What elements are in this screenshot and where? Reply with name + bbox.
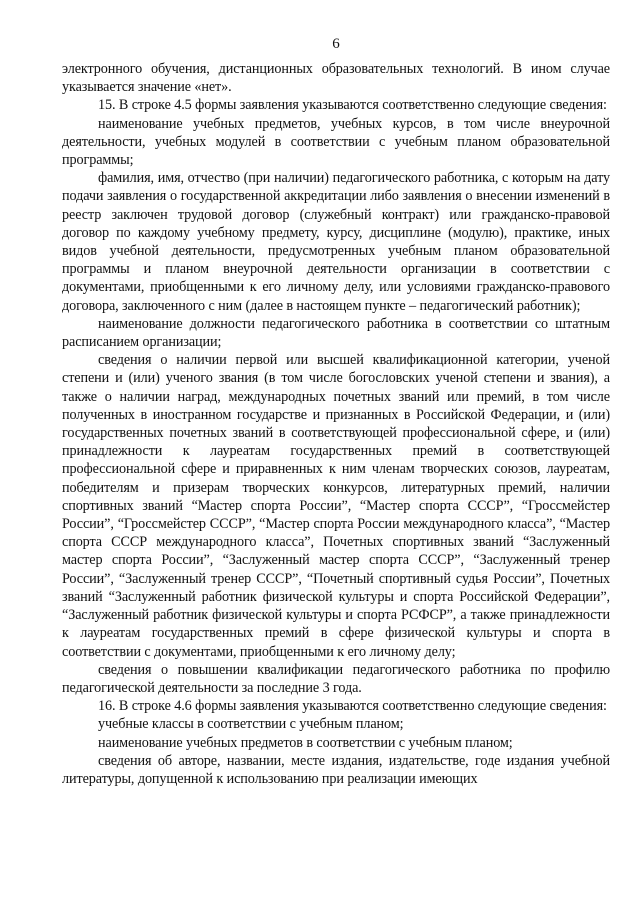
paragraph-training: сведения о повышении квалификации педагогического работника по профилю педагогической деятельности за последние 3 года.	[62, 661, 610, 696]
paragraph-position: наименование должности педагогического работника в соответствии со штатным расписанием организации;	[62, 315, 610, 351]
paragraph-literature: сведения об авторе, названии, месте издания, издательстве, годе издания учебной литературы, допущенной к использованию при реализации имеющих	[62, 752, 610, 787]
paragraph-continuation: электронного обучения, дистанционных образовательных технологий. В ином случае указывается значение «нет».	[62, 61, 610, 96]
page-number: 6	[332, 36, 340, 52]
paragraph-item-15: 15. В строке 4.5 формы заявления указываются соответственно следующие сведения:	[98, 97, 607, 114]
paragraph-subjects: наименование учебных предметов, учебных курсов, в том числе внеурочной деятельности, учебных модулей в соответствии с учебным планом образовательной программы;	[62, 115, 610, 169]
paragraph-subject-names: наименование учебных предметов в соответствии с учебным планом;	[98, 734, 513, 751]
paragraph-teacher-name: фамилия, имя, отчество (при наличии) педагогического работника, с которым на дату подачи заявления о государственной аккредитации либо заявления о внесении изменений в реестр заключен трудовой договор (служебный контракт) или гражданско-правовой договор по каждому учебному предмету, курсу, дисциплине (модулю), практике, иных видов учебной деятельности, предусмотренных учебным планом образовательной программы и планом внеурочной деятельности организации в соответствии с документами, приобщенными к его личному делу, или условиями гражданско-правового договора, заключенного с ним (далее в настоящем пункте – педагогический работник);	[62, 170, 610, 314]
document-page	[62, 34, 610, 788]
paragraph-item-16: 16. В строке 4.6 формы заявления указываются соответственно следующие сведения:	[98, 698, 607, 715]
paragraph-qualifications: сведения о наличии первой или высшей квалификационной категории, ученой степени и (или) ученого звания (в том числе богословских ученой степени и звания), а также о наличии наград, международных почетных званий или премий, в том числе полученных в иностранном государстве и признанных в Российской Федерации, и (или) государственных почетных званий в соответствующей профессиональной сфере, и (или) принадлежности к лауреатам государственных премий в соответствующей профессиональной сфере и приравненных к ним членам творческих союзов, лауреатам, победителям и призерам творческих конкурсов, литературных премий, наличии спортивных званий “Мастер спорта России”, “Мастер спорта СССР”, “Гроссмейстер России”, “Гроссмейстер СССР”, “Мастер спорта России международного класса”, “Мастер спорта СССР международного класса”, Почетных спортивных званий “Заслуженный мастер спорта России”, “Заслуженный мастер спорта СССР”, “Заслуженный тренер России”, “Заслуженный тренер СССР”, “Почетный спортивный судья России”, Почетных званий “Заслуженный работник физической культуры и спорта Российской Федерации”, “Заслуженный работник физической культуры и спорта РСФСР”, а также принадлежности к лауреатам государственных премий в сфере физической культуры и спорта в соответствии с документами, приобщенными к его личному делу;	[62, 352, 610, 660]
paragraph-classes: учебные классы в соответствии с учебным планом;	[98, 716, 404, 733]
